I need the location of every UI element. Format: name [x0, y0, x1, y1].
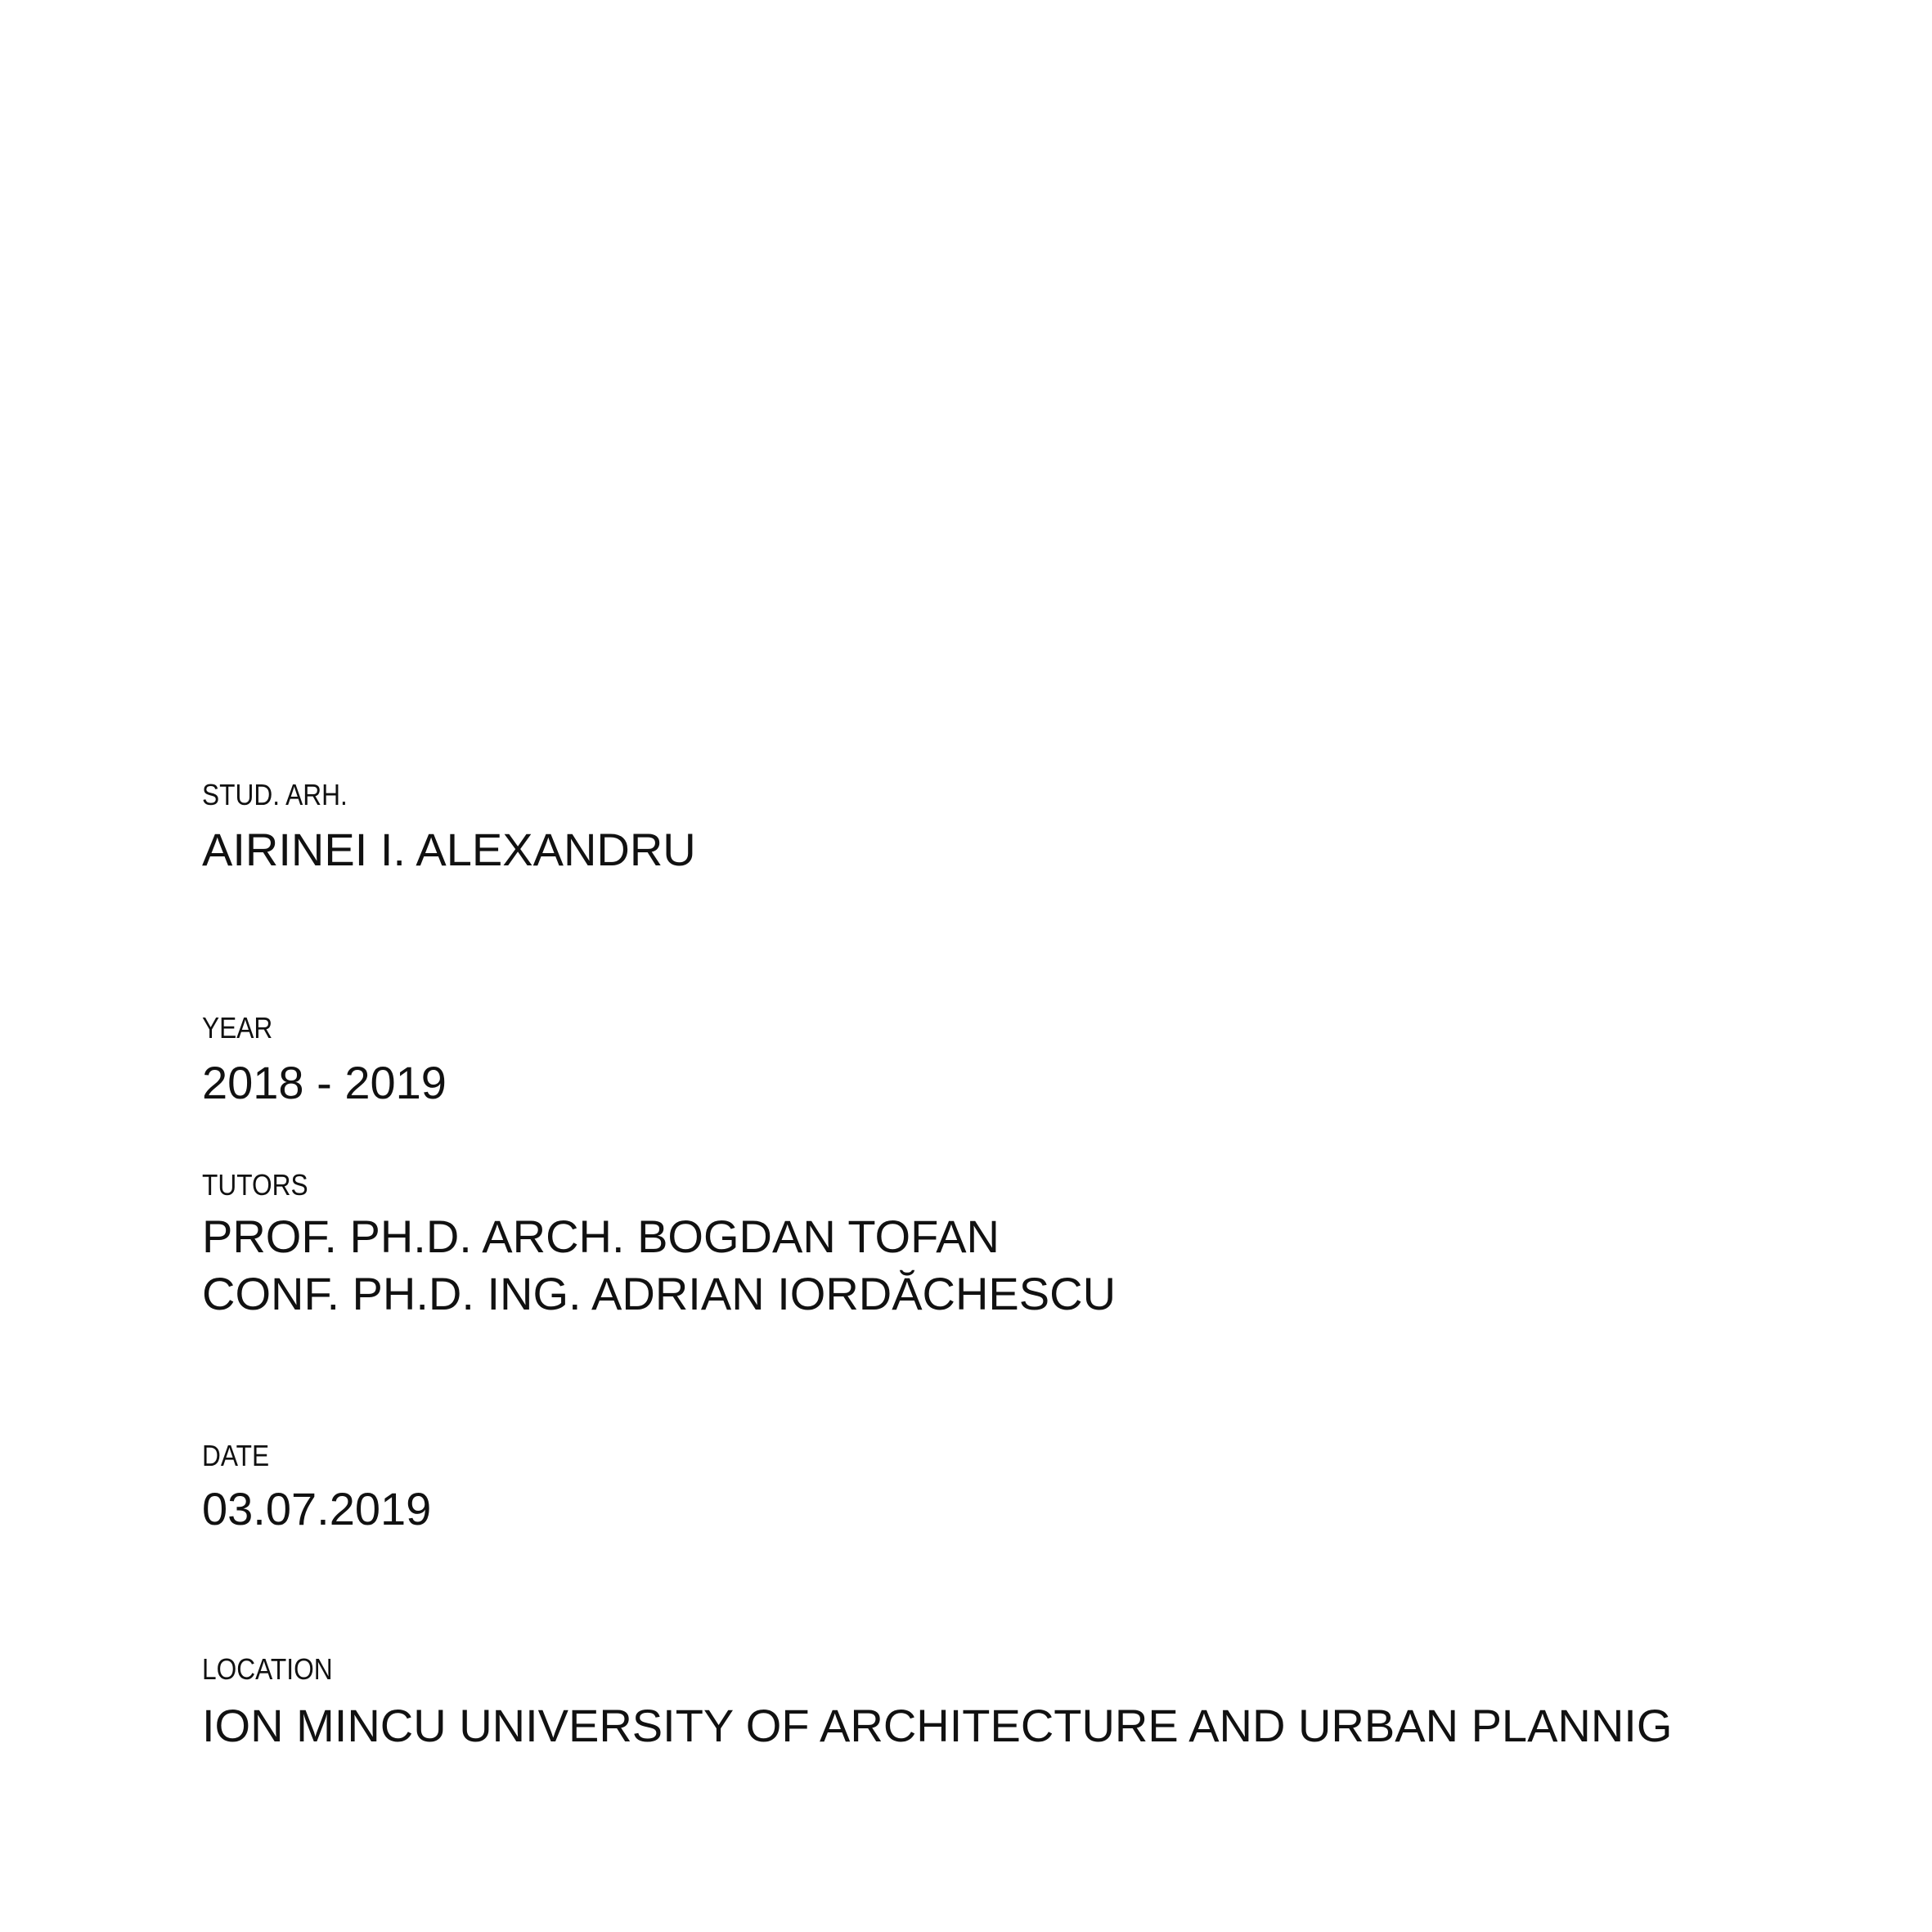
- date-value: 03.07.2019: [202, 1483, 432, 1534]
- student-name: AIRINEI I. ALEXANDRU: [202, 824, 696, 875]
- tutor-name-1: PROF. PH.D. ARCH. BOGDAN TOFAN: [202, 1211, 1000, 1262]
- year-label: YEAR: [202, 1011, 273, 1045]
- location-value: ION MINCU UNIVERSITY OF ARCHITECTURE AND URBAN PLANNIG: [202, 1700, 1673, 1751]
- date-label: DATE: [202, 1439, 270, 1472]
- tutors-section: [202, 1169, 1116, 1323]
- date-section: [202, 1440, 431, 1538]
- student-section: [202, 779, 696, 878]
- location-label: LOCATION: [202, 1652, 333, 1686]
- location-section: [202, 1653, 1672, 1755]
- year-value: 2018 - 2019: [202, 1057, 447, 1108]
- tutor-name-2: CONF. PH.D. ING. ADRIAN IORDĂCHESCU: [202, 1268, 1117, 1319]
- tutors-label: TUTORS: [202, 1168, 308, 1202]
- student-label: STUD. ARH.: [202, 778, 348, 811]
- year-section: [202, 1012, 447, 1112]
